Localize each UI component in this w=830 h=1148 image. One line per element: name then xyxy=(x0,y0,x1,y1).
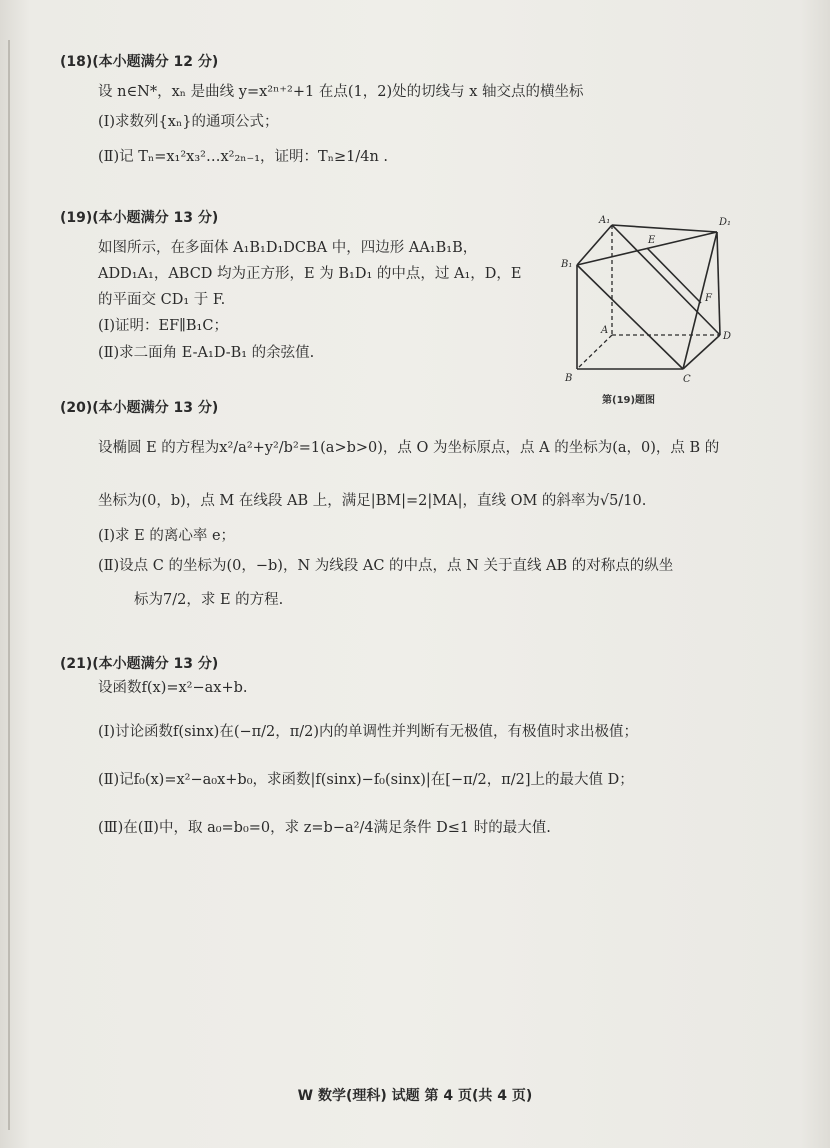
problem-20-part1: (Ⅰ)求 E 的离心率 e； xyxy=(98,528,236,544)
problem-20-header: (20)(本小题满分 13 分) xyxy=(60,400,219,416)
hidden-edge-a-b xyxy=(577,335,612,369)
problem-19-part2: (Ⅱ)求二面角 E-A₁D-B₁ 的余弦值. xyxy=(98,345,315,361)
problem-19-stem-line1: 如图所示，在多面体 A₁B₁D₁DCBA 中，四边形 AA₁B₁B， xyxy=(98,240,478,256)
problem-19-header: (19)(本小题满分 13 分) xyxy=(60,210,219,226)
problem-18-part2: (Ⅱ)记 Tₙ=x₁²x₃²…x²₂ₙ₋₁，证明：Tₙ≥1/4n . xyxy=(98,149,389,165)
problem-21-part3: (Ⅲ)在(Ⅱ)中，取 a₀=b₀=0，求 z=b−a²/4满足条件 D≤1 时的最大值. xyxy=(98,820,551,836)
problem-21-part2: (Ⅱ)记f₀(x)=x²−a₀x+b₀，求函数|f(sinx)−f₀(sinx)|在[−π/2，π/2]上的最大值 D； xyxy=(98,772,634,788)
problem-20-stem-line2: 坐标为(0，b)，点 M 在线段 AB 上，满足|BM|=2|MA|，直线 OM 的斜率为√5/10. xyxy=(98,493,647,509)
edge-a1-d1 xyxy=(612,225,717,232)
label-d1: D₁ xyxy=(719,217,732,228)
edge-c-d xyxy=(683,335,720,369)
page-edge xyxy=(8,40,10,1130)
problem-20-stem-line1: 设椭圆 E 的方程为x²/a²+y²/b²=1(a>b>0)，点 O 为坐标原点，点 A 的坐标为(a，0)，点 B 的 xyxy=(98,440,720,456)
edge-a1-d xyxy=(612,225,720,335)
label-f: F xyxy=(705,293,712,304)
label-b1: B₁ xyxy=(561,259,573,270)
problem-19-stem-line3: 的平面交 CD₁ 于 F. xyxy=(98,292,226,308)
problem-21-part1: (Ⅰ)讨论函数f(sinx)在(−π/2，π/2)内的单调性并判断有无极值，有极值时求出极值； xyxy=(98,724,639,740)
problem-18-stem: 设 n∈N*，xₙ 是曲线 y=x²ⁿ⁺²+1 在点(1，2)处的切线与 x 轴交点的横坐标 xyxy=(98,84,584,100)
edge-a1-b1 xyxy=(577,225,612,265)
label-c: C xyxy=(683,374,691,385)
problem-21-stem: 设函数f(x)=x²−ax+b. xyxy=(98,680,248,696)
label-d: D xyxy=(723,331,732,342)
page-footer: W 数学(理科) 试题 第 4 页(共 4 页) xyxy=(297,1088,533,1104)
label-a: A xyxy=(601,325,609,336)
problem-19-stem-line2: ADD₁A₁，ABCD 均为正方形，E 为 B₁D₁ 的中点，过 A₁，D，E xyxy=(98,266,522,282)
edge-d1-d xyxy=(717,232,720,335)
problem-20-part2-line1: (Ⅱ)设点 C 的坐标为(0，−b)，N 为线段 AC 的中点，点 N 关于直线 AB 的对称点的纵坐 xyxy=(98,558,674,574)
polyhedron-figure xyxy=(555,205,755,405)
problem-20-part2-line2: 标为7/2，求 E 的方程. xyxy=(134,592,284,608)
label-b: B xyxy=(565,373,573,384)
problem-18-part1: (Ⅰ)求数列{xₙ}的通项公式； xyxy=(98,114,279,130)
figure-caption: 第(19)题图 xyxy=(602,395,656,406)
problem-18-header: (18)(本小题满分 12 分) xyxy=(60,54,219,70)
label-a1: A₁ xyxy=(599,215,611,226)
problem-21-header: (21)(本小题满分 13 分) xyxy=(60,656,219,672)
label-e: E xyxy=(648,235,656,246)
edge-e-f xyxy=(647,248,701,303)
problem-19-part1: (Ⅰ)证明：EF∥B₁C； xyxy=(98,318,228,334)
